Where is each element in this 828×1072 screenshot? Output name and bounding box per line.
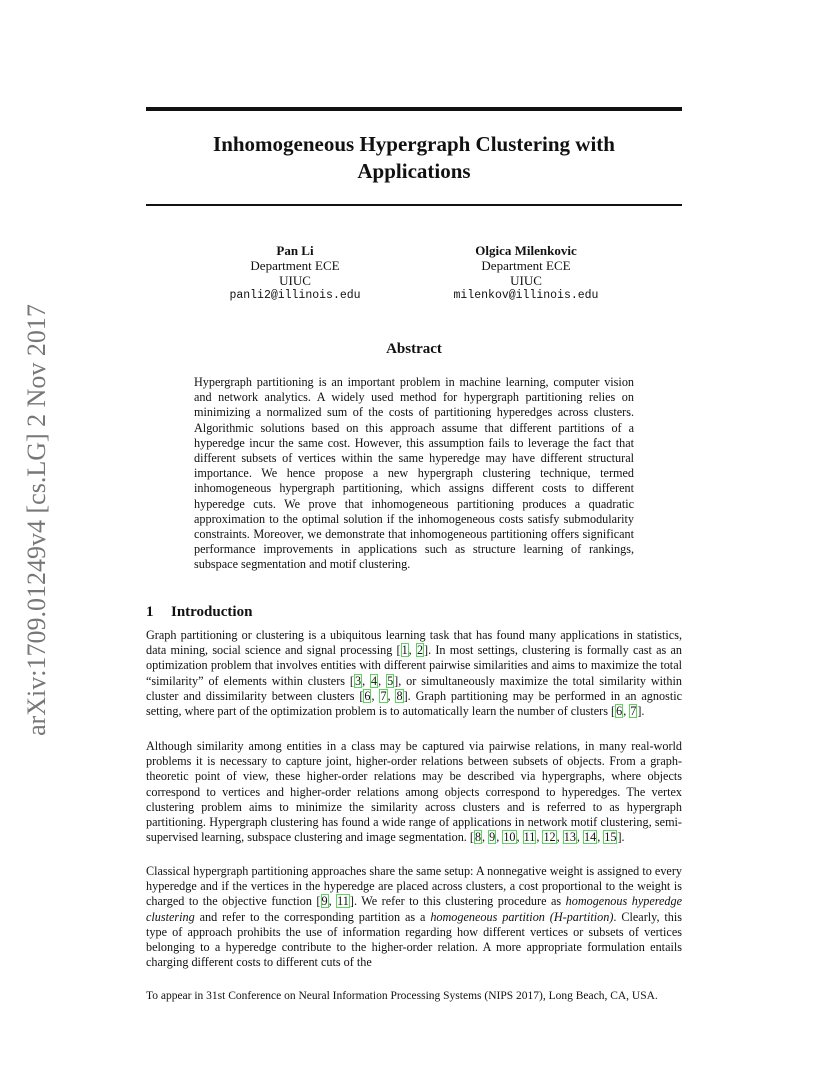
- citation-link[interactable]: 8: [474, 830, 482, 845]
- citation-link[interactable]: 13: [563, 830, 576, 845]
- intro-paragraph-3: Classical hypergraph partitioning approaches share the same setup: A nonnegative weight is assigned to every hyperedge and if the vertices in the hyperedge are placed across clusters, a cost proportional to the weight is charged to the objective function [9, 11]. We refer to this clustering procedure as homogenous hyperedge clustering and refer to the corresponding partition as a homogeneous partition (H-partition). Clearly, this type of approach prohibits the use of information regarding how different vertices or subsets of vertices belonging to a hyperedge contribute to the higher-order relation. A more appropriate formulation entails charging different costs to different cuts of the: [146, 864, 683, 970]
- citation-link[interactable]: 6: [616, 704, 623, 719]
- citation-link[interactable]: 15: [604, 830, 617, 845]
- author-block-2: [416, 243, 636, 303]
- citation-link[interactable]: 9: [489, 830, 496, 845]
- citation-link[interactable]: 9: [321, 894, 328, 909]
- author-name: Olgica Milenkovic: [475, 243, 577, 258]
- author-block-1: [185, 243, 405, 303]
- author-institution: UIUC: [279, 273, 311, 288]
- citation-link[interactable]: 7: [630, 704, 637, 719]
- citation-link[interactable]: 14: [584, 830, 597, 845]
- paper-title: [146, 131, 682, 185]
- emphasis-term: homogeneous partition (H-partition): [430, 909, 614, 924]
- author-institution: UIUC: [510, 273, 542, 288]
- arxiv-stamp: arXiv:1709.01249v4 [cs.LG] 2 Nov 2017: [22, 304, 51, 736]
- citation-link[interactable]: 2: [416, 643, 424, 658]
- citation-link[interactable]: 4: [371, 673, 378, 688]
- author-name: Pan Li: [276, 243, 314, 258]
- conference-footnote: To appear in 31st Conference on Neural Information Processing Systems (NIPS 2017), Long Beach, CA, USA.: [146, 990, 658, 1002]
- title-line-2: Applications: [357, 159, 471, 183]
- abstract-text: Hypergraph partitioning is an important problem in machine learning, computer vision and network analytics. A widely used method for hypergraph partitioning relies on minimizing a normalized sum of the costs of partitioning hyperedges across clusters. Algorithmic solutions based on this approach assume that different partitions of a hyperedge incur the same cost. However, this assumption fails to leverage the fact that different subsets of vertices within the same hyperedge may have different structural importance. We hence propose a new hypergraph clustering technique, termed inhomogeneous hypergraph partitioning, which assigns different costs to different hyperedge cuts. We prove that inhomogeneous partitioning produces a quadratic approximation to the optimal solution if the inhomogeneous costs satisfy submodularity constraints. Moreover, we demonstrate that inhomogeneous partitioning offers significant performance improvements in applications such as structure learning of rankings, subspace segmentation and motif clustering.: [194, 375, 634, 572]
- author-email[interactable]: milenkov@illinois.edu: [453, 289, 599, 302]
- citation-link[interactable]: 8: [396, 688, 403, 703]
- citation-link[interactable]: 1: [401, 643, 408, 658]
- title-line-1: Inhomogeneous Hypergraph Clustering with: [213, 132, 615, 156]
- citation-link[interactable]: 5: [387, 673, 394, 688]
- author-email[interactable]: panli2@illinois.edu: [229, 289, 361, 302]
- author-dept: Department ECE: [250, 258, 340, 273]
- title-rule-top: [146, 107, 682, 111]
- section-heading: [146, 604, 252, 621]
- citation-link[interactable]: 6: [364, 688, 371, 703]
- citation-link[interactable]: 7: [380, 688, 387, 703]
- citation-link[interactable]: 10: [503, 830, 516, 845]
- author-dept: Department ECE: [481, 258, 571, 273]
- citation-link[interactable]: 11: [337, 894, 349, 909]
- emphasis-term: homogenous hyperedge clustering: [146, 894, 683, 924]
- intro-paragraph-1: Graph partitioning or clustering is a ubiquitous learning task that has found many applications in statistics, data mining, social science and signal processing [1, 2]. In most settings, clustering is formally cast as an optimization problem that involves entities with different pairwise similarities and aims to maximize the total “similarity” of elements within clusters [3, 4, 5], or simultaneously maximize the total similarity within cluster and dissimilarity between clusters [6, 7, 8]. Graph partitioning may be performed in an agnostic setting, where part of the optimization problem is to automatically learn the number of clusters [6, 7].: [146, 628, 683, 719]
- section-number: 1: [146, 604, 154, 620]
- abstract-heading: Abstract: [386, 341, 442, 357]
- title-rule-bottom: [146, 204, 682, 206]
- section-title: Introduction: [171, 604, 253, 620]
- intro-paragraph-2: Although similarity among entities in a class may be captured via pairwise relations, in many real-world problems it is necessary to capture joint, higher-order relations between subsets of objects. From a graph-theoretic point of view, these higher-order relations may be described via hypergraphs, where objects correspond to vertices and higher-order relations among objects correspond to hyperedges. The vertex clustering problem aims to minimize the similarity across clusters and is referred to as hypergraph partitioning. Hypergraph clustering has found a wide range of applications in network motif clustering, semi-supervised learning, subspace clustering and image segmentation. [8, 9, 10, 11, 12, 13, 14, 15].: [146, 739, 682, 845]
- citation-link[interactable]: 3: [354, 673, 362, 688]
- citation-link[interactable]: 11: [523, 830, 536, 845]
- citation-link[interactable]: 12: [543, 830, 556, 845]
